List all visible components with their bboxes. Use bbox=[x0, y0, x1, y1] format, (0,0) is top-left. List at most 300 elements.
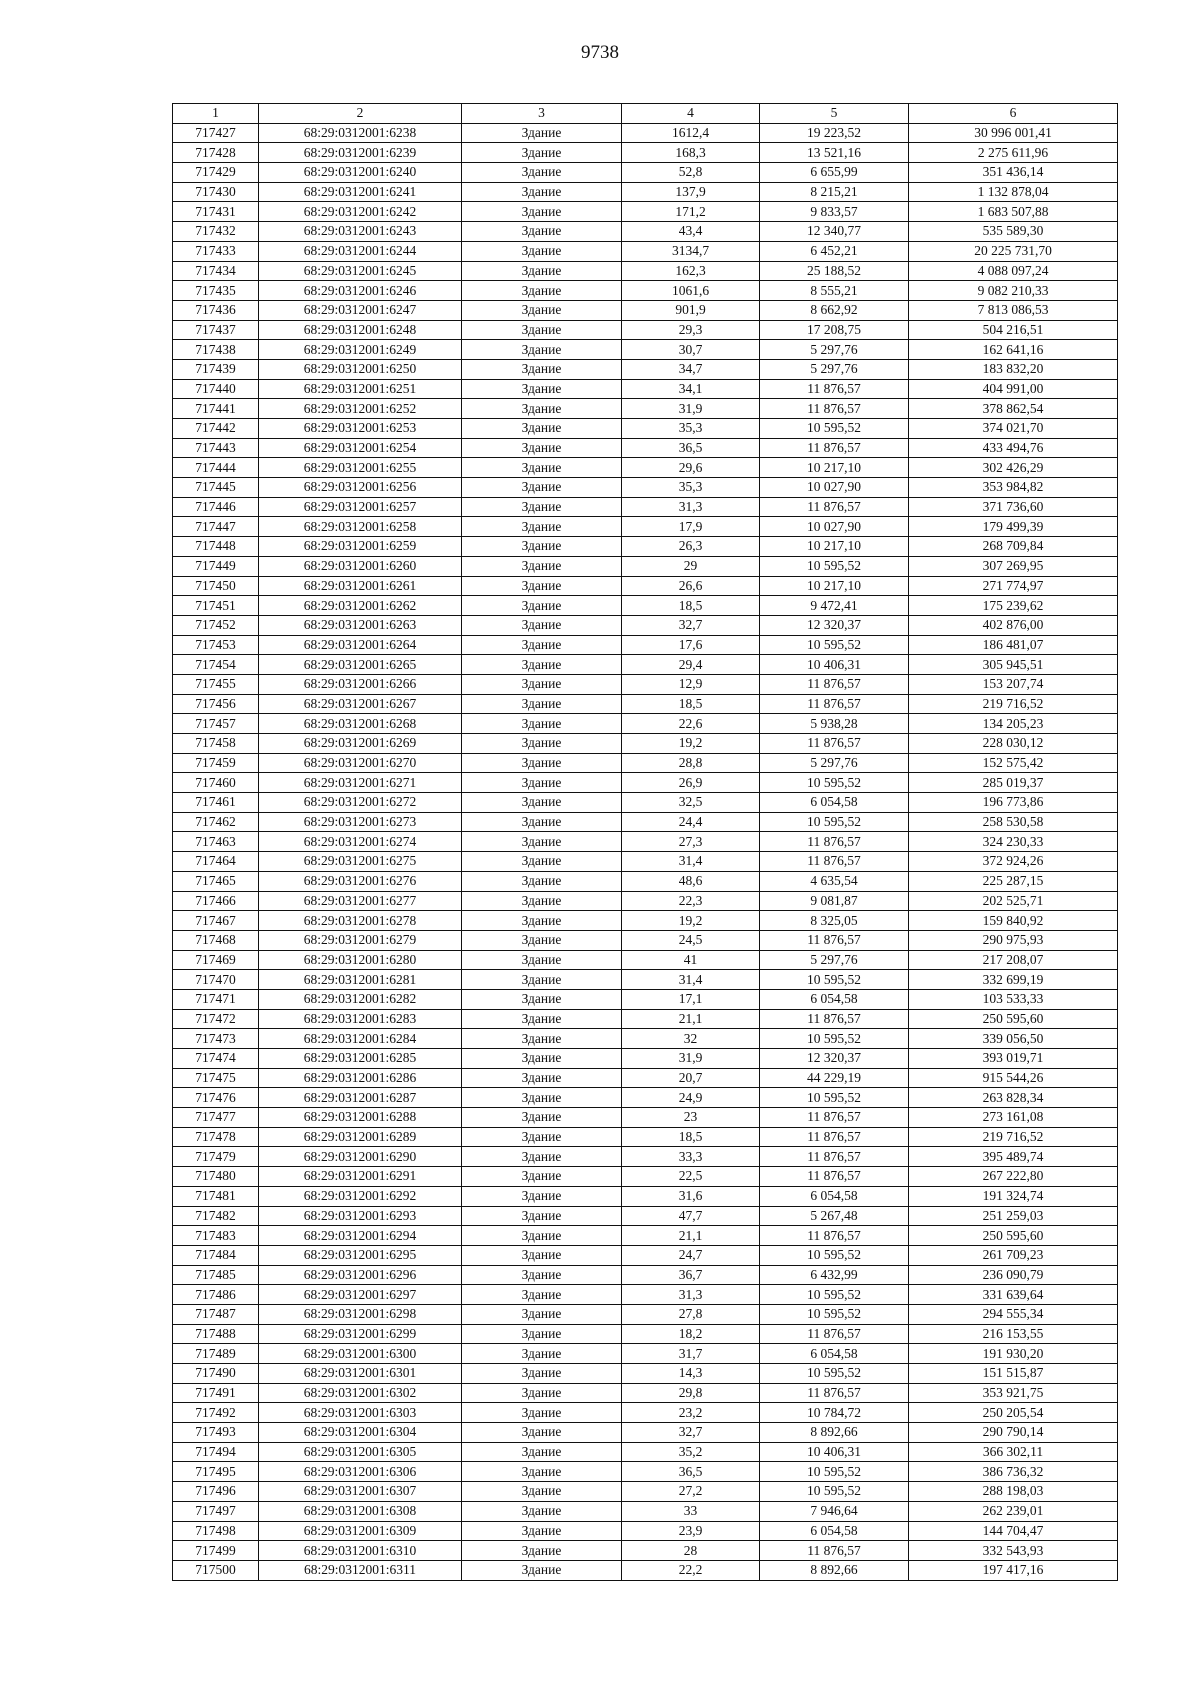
specific-value-cell: 5 297,76 bbox=[760, 340, 909, 360]
object-type-cell: Здание bbox=[462, 556, 622, 576]
area-cell: 18,5 bbox=[622, 1127, 760, 1147]
specific-value-cell: 11 876,57 bbox=[760, 832, 909, 852]
object-type-cell: Здание bbox=[462, 1147, 622, 1167]
object-type-cell: Здание bbox=[462, 930, 622, 950]
table-row bbox=[173, 1383, 1118, 1403]
cadastral-value-cell: 30 996 001,41 bbox=[909, 123, 1118, 143]
cadastral-value-cell: 262 239,01 bbox=[909, 1501, 1118, 1521]
table-row bbox=[173, 1088, 1118, 1108]
cadastral-number-cell: 68:29:0312001:6275 bbox=[259, 852, 462, 872]
area-cell: 26,3 bbox=[622, 537, 760, 557]
cadastral-value-cell: 332 543,93 bbox=[909, 1541, 1118, 1561]
area-cell: 31,6 bbox=[622, 1186, 760, 1206]
object-type-cell: Здание bbox=[462, 1521, 622, 1541]
cadastral-value-cell: 159 840,92 bbox=[909, 911, 1118, 931]
area-cell: 24,9 bbox=[622, 1088, 760, 1108]
area-cell: 18,5 bbox=[622, 596, 760, 616]
record-number-cell: 717470 bbox=[173, 970, 259, 990]
cadastral-value-cell: 151 515,87 bbox=[909, 1364, 1118, 1384]
cadastral-number-cell: 68:29:0312001:6252 bbox=[259, 399, 462, 419]
record-number-cell: 717494 bbox=[173, 1442, 259, 1462]
record-number-cell: 717469 bbox=[173, 950, 259, 970]
object-type-cell: Здание bbox=[462, 340, 622, 360]
specific-value-cell: 10 595,52 bbox=[760, 1029, 909, 1049]
record-number-cell: 717468 bbox=[173, 930, 259, 950]
cadastral-number-cell: 68:29:0312001:6311 bbox=[259, 1560, 462, 1580]
specific-value-cell: 10 595,52 bbox=[760, 1245, 909, 1265]
cadastral-number-cell: 68:29:0312001:6310 bbox=[259, 1541, 462, 1561]
object-type-cell: Здание bbox=[462, 1501, 622, 1521]
cadastral-number-cell: 68:29:0312001:6253 bbox=[259, 419, 462, 439]
record-number-cell: 717480 bbox=[173, 1167, 259, 1187]
record-number-cell: 717446 bbox=[173, 497, 259, 517]
record-number-cell: 717471 bbox=[173, 989, 259, 1009]
object-type-cell: Здание bbox=[462, 300, 622, 320]
cadastral-number-cell: 68:29:0312001:6241 bbox=[259, 182, 462, 202]
cadastral-number-cell: 68:29:0312001:6274 bbox=[259, 832, 462, 852]
table-row bbox=[173, 1186, 1118, 1206]
record-number-cell: 717438 bbox=[173, 340, 259, 360]
specific-value-cell: 11 876,57 bbox=[760, 497, 909, 517]
object-type-cell: Здание bbox=[462, 1245, 622, 1265]
cadastral-number-cell: 68:29:0312001:6304 bbox=[259, 1423, 462, 1443]
cadastral-number-cell: 68:29:0312001:6292 bbox=[259, 1186, 462, 1206]
table-row bbox=[173, 615, 1118, 635]
cadastral-number-cell: 68:29:0312001:6308 bbox=[259, 1501, 462, 1521]
area-cell: 34,1 bbox=[622, 379, 760, 399]
table-row bbox=[173, 793, 1118, 813]
specific-value-cell: 10 595,52 bbox=[760, 419, 909, 439]
specific-value-cell: 11 876,57 bbox=[760, 1541, 909, 1561]
table-row bbox=[173, 281, 1118, 301]
cadastral-value-cell: 915 544,26 bbox=[909, 1068, 1118, 1088]
cadastral-value-cell: 7 813 086,53 bbox=[909, 300, 1118, 320]
area-cell: 26,6 bbox=[622, 576, 760, 596]
object-type-cell: Здание bbox=[462, 438, 622, 458]
specific-value-cell: 11 876,57 bbox=[760, 694, 909, 714]
cadastral-number-cell: 68:29:0312001:6250 bbox=[259, 359, 462, 379]
table-row bbox=[173, 852, 1118, 872]
table-row bbox=[173, 1462, 1118, 1482]
specific-value-cell: 5 938,28 bbox=[760, 714, 909, 734]
area-cell: 17,9 bbox=[622, 517, 760, 537]
table-row bbox=[173, 163, 1118, 183]
object-type-cell: Здание bbox=[462, 1423, 622, 1443]
area-cell: 32,7 bbox=[622, 1423, 760, 1443]
table-row bbox=[173, 576, 1118, 596]
object-type-cell: Здание bbox=[462, 1029, 622, 1049]
area-cell: 28,8 bbox=[622, 753, 760, 773]
object-type-cell: Здание bbox=[462, 950, 622, 970]
specific-value-cell: 10 217,10 bbox=[760, 458, 909, 478]
table-row bbox=[173, 871, 1118, 891]
record-number-cell: 717486 bbox=[173, 1285, 259, 1305]
area-cell: 19,2 bbox=[622, 911, 760, 931]
table-row bbox=[173, 1226, 1118, 1246]
table-body bbox=[173, 123, 1118, 1580]
record-number-cell: 717442 bbox=[173, 419, 259, 439]
record-number-cell: 717444 bbox=[173, 458, 259, 478]
table-row bbox=[173, 1324, 1118, 1344]
cadastral-number-cell: 68:29:0312001:6300 bbox=[259, 1344, 462, 1364]
table-row bbox=[173, 635, 1118, 655]
cadastral-value-cell: 1 683 507,88 bbox=[909, 202, 1118, 222]
specific-value-cell: 11 876,57 bbox=[760, 438, 909, 458]
cadastral-value-cell: 374 021,70 bbox=[909, 419, 1118, 439]
cadastral-value-cell: 219 716,52 bbox=[909, 1127, 1118, 1147]
area-cell: 18,5 bbox=[622, 694, 760, 714]
cadastral-value-cell: 197 417,16 bbox=[909, 1560, 1118, 1580]
table-row bbox=[173, 478, 1118, 498]
table-row bbox=[173, 379, 1118, 399]
cadastral-number-cell: 68:29:0312001:6266 bbox=[259, 674, 462, 694]
cadastral-value-cell: 372 924,26 bbox=[909, 852, 1118, 872]
area-cell: 31,9 bbox=[622, 399, 760, 419]
area-cell: 29 bbox=[622, 556, 760, 576]
object-type-cell: Здание bbox=[462, 1049, 622, 1069]
record-number-cell: 717439 bbox=[173, 359, 259, 379]
record-number-cell: 717458 bbox=[173, 734, 259, 754]
cadastral-number-cell: 68:29:0312001:6246 bbox=[259, 281, 462, 301]
record-number-cell: 717447 bbox=[173, 517, 259, 537]
area-cell: 29,8 bbox=[622, 1383, 760, 1403]
object-type-cell: Здание bbox=[462, 163, 622, 183]
record-number-cell: 717488 bbox=[173, 1324, 259, 1344]
cadastral-value-cell: 267 222,80 bbox=[909, 1167, 1118, 1187]
cadastral-number-cell: 68:29:0312001:6249 bbox=[259, 340, 462, 360]
record-number-cell: 717500 bbox=[173, 1560, 259, 1580]
table-row bbox=[173, 1127, 1118, 1147]
cadastral-number-cell: 68:29:0312001:6307 bbox=[259, 1482, 462, 1502]
record-number-cell: 717429 bbox=[173, 163, 259, 183]
specific-value-cell: 6 054,58 bbox=[760, 1521, 909, 1541]
cadastral-number-cell: 68:29:0312001:6242 bbox=[259, 202, 462, 222]
record-number-cell: 717492 bbox=[173, 1403, 259, 1423]
table-row bbox=[173, 320, 1118, 340]
area-cell: 26,9 bbox=[622, 773, 760, 793]
object-type-cell: Здание bbox=[462, 1127, 622, 1147]
specific-value-cell: 5 267,48 bbox=[760, 1206, 909, 1226]
area-cell: 35,3 bbox=[622, 478, 760, 498]
object-type-cell: Здание bbox=[462, 1304, 622, 1324]
cadastral-number-cell: 68:29:0312001:6294 bbox=[259, 1226, 462, 1246]
specific-value-cell: 6 432,99 bbox=[760, 1265, 909, 1285]
area-cell: 31,4 bbox=[622, 970, 760, 990]
cadastral-value-cell: 290 975,93 bbox=[909, 930, 1118, 950]
specific-value-cell: 11 876,57 bbox=[760, 674, 909, 694]
specific-value-cell: 10 595,52 bbox=[760, 1482, 909, 1502]
record-number-cell: 717485 bbox=[173, 1265, 259, 1285]
area-cell: 31,3 bbox=[622, 497, 760, 517]
record-number-cell: 717495 bbox=[173, 1462, 259, 1482]
cadastral-value-cell: 378 862,54 bbox=[909, 399, 1118, 419]
specific-value-cell: 10 784,72 bbox=[760, 1403, 909, 1423]
record-number-cell: 717459 bbox=[173, 753, 259, 773]
area-cell: 20,7 bbox=[622, 1068, 760, 1088]
object-type-cell: Здание bbox=[462, 714, 622, 734]
table-row bbox=[173, 1108, 1118, 1128]
record-number-cell: 717433 bbox=[173, 241, 259, 261]
area-cell: 27,3 bbox=[622, 832, 760, 852]
cadastral-value-cell: 351 436,14 bbox=[909, 163, 1118, 183]
area-cell: 32,5 bbox=[622, 793, 760, 813]
cadastral-value-cell: 216 153,55 bbox=[909, 1324, 1118, 1344]
specific-value-cell: 8 215,21 bbox=[760, 182, 909, 202]
cadastral-value-cell: 302 426,29 bbox=[909, 458, 1118, 478]
area-cell: 901,9 bbox=[622, 300, 760, 320]
area-cell: 30,7 bbox=[622, 340, 760, 360]
cadastral-value-cell: 134 205,23 bbox=[909, 714, 1118, 734]
record-number-cell: 717432 bbox=[173, 222, 259, 242]
cadastral-value-cell: 332 699,19 bbox=[909, 970, 1118, 990]
cadastral-number-cell: 68:29:0312001:6287 bbox=[259, 1088, 462, 1108]
specific-value-cell: 10 595,52 bbox=[760, 1285, 909, 1305]
cadastral-value-cell: 251 259,03 bbox=[909, 1206, 1118, 1226]
area-cell: 32 bbox=[622, 1029, 760, 1049]
specific-value-cell: 8 325,05 bbox=[760, 911, 909, 931]
cadastral-number-cell: 68:29:0312001:6281 bbox=[259, 970, 462, 990]
object-type-cell: Здание bbox=[462, 576, 622, 596]
object-type-cell: Здание bbox=[462, 359, 622, 379]
specific-value-cell: 10 595,52 bbox=[760, 1088, 909, 1108]
cadastral-value-cell: 371 736,60 bbox=[909, 497, 1118, 517]
object-type-cell: Здание bbox=[462, 182, 622, 202]
table-row bbox=[173, 1344, 1118, 1364]
specific-value-cell: 5 297,76 bbox=[760, 753, 909, 773]
specific-value-cell: 8 555,21 bbox=[760, 281, 909, 301]
area-cell: 36,5 bbox=[622, 438, 760, 458]
area-cell: 31,4 bbox=[622, 852, 760, 872]
cadastral-value-cell: 250 205,54 bbox=[909, 1403, 1118, 1423]
specific-value-cell: 6 054,58 bbox=[760, 1344, 909, 1364]
cadastral-value-cell: 268 709,84 bbox=[909, 537, 1118, 557]
cadastral-value-cell: 162 641,16 bbox=[909, 340, 1118, 360]
cadastral-number-cell: 68:29:0312001:6309 bbox=[259, 1521, 462, 1541]
area-cell: 24,7 bbox=[622, 1245, 760, 1265]
area-cell: 33 bbox=[622, 1501, 760, 1521]
table-row bbox=[173, 714, 1118, 734]
specific-value-cell: 10 027,90 bbox=[760, 478, 909, 498]
cadastral-value-cell: 305 945,51 bbox=[909, 655, 1118, 675]
object-type-cell: Здание bbox=[462, 970, 622, 990]
area-cell: 31,9 bbox=[622, 1049, 760, 1069]
cadastral-number-cell: 68:29:0312001:6258 bbox=[259, 517, 462, 537]
cadastral-number-cell: 68:29:0312001:6285 bbox=[259, 1049, 462, 1069]
cadastral-value-cell: 294 555,34 bbox=[909, 1304, 1118, 1324]
cadastral-value-cell: 175 239,62 bbox=[909, 596, 1118, 616]
specific-value-cell: 12 320,37 bbox=[760, 615, 909, 635]
table-row bbox=[173, 1167, 1118, 1187]
table-row bbox=[173, 1501, 1118, 1521]
specific-value-cell: 6 054,58 bbox=[760, 989, 909, 1009]
cadastral-value-cell: 290 790,14 bbox=[909, 1423, 1118, 1443]
table-row bbox=[173, 222, 1118, 242]
cadastral-number-cell: 68:29:0312001:6295 bbox=[259, 1245, 462, 1265]
area-cell: 27,8 bbox=[622, 1304, 760, 1324]
object-type-cell: Здание bbox=[462, 123, 622, 143]
area-cell: 21,1 bbox=[622, 1226, 760, 1246]
table-row bbox=[173, 517, 1118, 537]
object-type-cell: Здание bbox=[462, 793, 622, 813]
table-row bbox=[173, 970, 1118, 990]
specific-value-cell: 6 054,58 bbox=[760, 1186, 909, 1206]
table-row bbox=[173, 537, 1118, 557]
object-type-cell: Здание bbox=[462, 891, 622, 911]
area-cell: 31,3 bbox=[622, 1285, 760, 1305]
object-type-cell: Здание bbox=[462, 458, 622, 478]
object-type-cell: Здание bbox=[462, 1403, 622, 1423]
object-type-cell: Здание bbox=[462, 1383, 622, 1403]
object-type-cell: Здание bbox=[462, 1541, 622, 1561]
table-row bbox=[173, 832, 1118, 852]
table-row bbox=[173, 1245, 1118, 1265]
specific-value-cell: 10 595,52 bbox=[760, 773, 909, 793]
object-type-cell: Здание bbox=[462, 1167, 622, 1187]
specific-value-cell: 11 876,57 bbox=[760, 1167, 909, 1187]
table-row bbox=[173, 458, 1118, 478]
cadastral-number-cell: 68:29:0312001:6280 bbox=[259, 950, 462, 970]
area-cell: 47,7 bbox=[622, 1206, 760, 1226]
object-type-cell: Здание bbox=[462, 1560, 622, 1580]
cadastral-value-cell: 103 533,33 bbox=[909, 989, 1118, 1009]
table-row bbox=[173, 891, 1118, 911]
table-row bbox=[173, 773, 1118, 793]
table-row bbox=[173, 202, 1118, 222]
area-cell: 41 bbox=[622, 950, 760, 970]
area-cell: 24,5 bbox=[622, 930, 760, 950]
object-type-cell: Здание bbox=[462, 497, 622, 517]
cadastral-number-cell: 68:29:0312001:6259 bbox=[259, 537, 462, 557]
table-row bbox=[173, 1147, 1118, 1167]
record-number-cell: 717478 bbox=[173, 1127, 259, 1147]
cadastral-number-cell: 68:29:0312001:6244 bbox=[259, 241, 462, 261]
cadastral-number-cell: 68:29:0312001:6257 bbox=[259, 497, 462, 517]
object-type-cell: Здание bbox=[462, 537, 622, 557]
cadastral-value-cell: 433 494,76 bbox=[909, 438, 1118, 458]
cadastral-value-cell: 152 575,42 bbox=[909, 753, 1118, 773]
record-number-cell: 717450 bbox=[173, 576, 259, 596]
area-cell: 24,4 bbox=[622, 812, 760, 832]
area-cell: 29,3 bbox=[622, 320, 760, 340]
record-number-cell: 717436 bbox=[173, 300, 259, 320]
table-row bbox=[173, 950, 1118, 970]
record-number-cell: 717466 bbox=[173, 891, 259, 911]
cadastral-value-cell: 395 489,74 bbox=[909, 1147, 1118, 1167]
area-cell: 28 bbox=[622, 1541, 760, 1561]
specific-value-cell: 9 833,57 bbox=[760, 202, 909, 222]
area-cell: 21,1 bbox=[622, 1009, 760, 1029]
record-number-cell: 717499 bbox=[173, 1541, 259, 1561]
object-type-cell: Здание bbox=[462, 517, 622, 537]
column-header-5: 5 bbox=[760, 104, 909, 124]
cadastral-value-cell: 217 208,07 bbox=[909, 950, 1118, 970]
column-header-6: 6 bbox=[909, 104, 1118, 124]
cadastral-number-cell: 68:29:0312001:6279 bbox=[259, 930, 462, 950]
record-number-cell: 717477 bbox=[173, 1108, 259, 1128]
object-type-cell: Здание bbox=[462, 871, 622, 891]
specific-value-cell: 10 595,52 bbox=[760, 1304, 909, 1324]
cadastral-value-cell: 263 828,34 bbox=[909, 1088, 1118, 1108]
area-cell: 48,6 bbox=[622, 871, 760, 891]
record-number-cell: 717483 bbox=[173, 1226, 259, 1246]
object-type-cell: Здание bbox=[462, 1186, 622, 1206]
cadastral-value-cell: 219 716,52 bbox=[909, 694, 1118, 714]
area-cell: 3134,7 bbox=[622, 241, 760, 261]
cadastral-number-cell: 68:29:0312001:6282 bbox=[259, 989, 462, 1009]
object-type-cell: Здание bbox=[462, 773, 622, 793]
table-row bbox=[173, 1521, 1118, 1541]
cadastral-value-cell: 366 302,11 bbox=[909, 1442, 1118, 1462]
specific-value-cell: 11 876,57 bbox=[760, 930, 909, 950]
header-row bbox=[173, 104, 1118, 124]
area-cell: 22,3 bbox=[622, 891, 760, 911]
record-number-cell: 717479 bbox=[173, 1147, 259, 1167]
table-row bbox=[173, 1265, 1118, 1285]
record-number-cell: 717481 bbox=[173, 1186, 259, 1206]
specific-value-cell: 6 054,58 bbox=[760, 793, 909, 813]
area-cell: 33,3 bbox=[622, 1147, 760, 1167]
cadastral-number-cell: 68:29:0312001:6255 bbox=[259, 458, 462, 478]
table-row bbox=[173, 1442, 1118, 1462]
record-number-cell: 717473 bbox=[173, 1029, 259, 1049]
area-cell: 27,2 bbox=[622, 1482, 760, 1502]
table-row bbox=[173, 1304, 1118, 1324]
object-type-cell: Здание bbox=[462, 261, 622, 281]
area-cell: 14,3 bbox=[622, 1364, 760, 1384]
specific-value-cell: 17 208,75 bbox=[760, 320, 909, 340]
area-cell: 43,4 bbox=[622, 222, 760, 242]
specific-value-cell: 10 406,31 bbox=[760, 655, 909, 675]
cadastral-value-cell: 4 088 097,24 bbox=[909, 261, 1118, 281]
object-type-cell: Здание bbox=[462, 1344, 622, 1364]
object-type-cell: Здание bbox=[462, 852, 622, 872]
table-row bbox=[173, 1423, 1118, 1443]
specific-value-cell: 10 595,52 bbox=[760, 812, 909, 832]
object-type-cell: Здание bbox=[462, 1226, 622, 1246]
cadastral-value-cell: 228 030,12 bbox=[909, 734, 1118, 754]
object-type-cell: Здание bbox=[462, 989, 622, 1009]
cadastral-value-cell: 186 481,07 bbox=[909, 635, 1118, 655]
record-number-cell: 717475 bbox=[173, 1068, 259, 1088]
specific-value-cell: 12 320,37 bbox=[760, 1049, 909, 1069]
cadastral-number-cell: 68:29:0312001:6260 bbox=[259, 556, 462, 576]
specific-value-cell: 10 595,52 bbox=[760, 970, 909, 990]
table-row bbox=[173, 182, 1118, 202]
specific-value-cell: 10 595,52 bbox=[760, 635, 909, 655]
table-row bbox=[173, 930, 1118, 950]
specific-value-cell: 5 297,76 bbox=[760, 950, 909, 970]
record-number-cell: 717441 bbox=[173, 399, 259, 419]
cadastral-number-cell: 68:29:0312001:6303 bbox=[259, 1403, 462, 1423]
cadastral-value-cell: 353 984,82 bbox=[909, 478, 1118, 498]
record-number-cell: 717431 bbox=[173, 202, 259, 222]
cadastral-value-cell: 9 082 210,33 bbox=[909, 281, 1118, 301]
specific-value-cell: 12 340,77 bbox=[760, 222, 909, 242]
table-header bbox=[173, 104, 1118, 124]
cadastral-number-cell: 68:29:0312001:6256 bbox=[259, 478, 462, 498]
specific-value-cell: 4 635,54 bbox=[760, 871, 909, 891]
object-type-cell: Здание bbox=[462, 202, 622, 222]
record-number-cell: 717445 bbox=[173, 478, 259, 498]
record-number-cell: 717460 bbox=[173, 773, 259, 793]
record-number-cell: 717498 bbox=[173, 1521, 259, 1541]
record-number-cell: 717487 bbox=[173, 1304, 259, 1324]
table-row bbox=[173, 497, 1118, 517]
area-cell: 22,6 bbox=[622, 714, 760, 734]
specific-value-cell: 10 595,52 bbox=[760, 1462, 909, 1482]
cadastral-number-cell: 68:29:0312001:6262 bbox=[259, 596, 462, 616]
specific-value-cell: 6 655,99 bbox=[760, 163, 909, 183]
